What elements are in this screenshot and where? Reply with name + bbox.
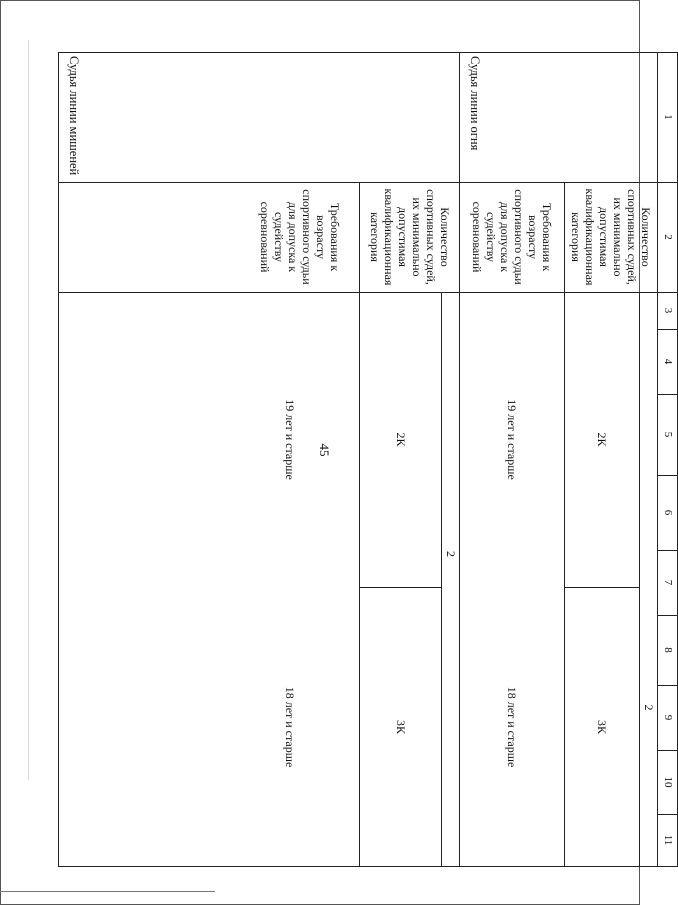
criterion-age-label: Требования к возрасту спортивного судьи для допуска к судейству соревнований: [470, 189, 555, 285]
judge-count: 2: [444, 551, 458, 557]
table-border-left: [58, 52, 678, 53]
col-number-3: 3: [662, 307, 674, 314]
footnote-rule: [0, 891, 215, 892]
col-number-2: 2: [662, 234, 674, 240]
col-number-10: 10: [662, 776, 674, 788]
table-border-bottom: [58, 52, 59, 867]
age-group-a: 19 лет и старше: [505, 399, 520, 480]
col-number-11: 11: [662, 834, 674, 846]
role-fire-line-judge: Судья линии огня: [468, 56, 482, 151]
age-group-b: 18 лет и старше: [283, 686, 297, 768]
col-number-8: 8: [662, 647, 674, 653]
judge-count: 2: [642, 704, 656, 711]
col-number-7: 7: [662, 579, 674, 586]
age-group-a: 19 лет и старше: [283, 399, 297, 480]
margin-guide: [28, 40, 29, 780]
category-group-a: 2К: [595, 432, 610, 447]
requirements-table: [58, 52, 678, 867]
criterion-count-label: Количество спортивных судей, их минимально допустимая квалификационная категория: [368, 188, 452, 286]
table-rotator: [58, 52, 678, 867]
col-number-9: 9: [662, 714, 674, 721]
col-number-4: 4: [662, 358, 674, 365]
role-target-line-judge: Судья линии мишеней: [67, 56, 81, 176]
criterion-count-label: Количество спортивных судей, их минимально допустимая квалификационная категория: [569, 188, 654, 286]
col-number-1: 1: [662, 114, 674, 120]
category-group-b: 3К: [394, 719, 408, 734]
criterion-age-label: Требования к возрасту спортивного судьи для допуска к судейству соревнований: [258, 189, 342, 285]
category-group-b: 3К: [595, 719, 610, 734]
col-number-5: 5: [662, 431, 674, 438]
category-group-a: 2К: [394, 432, 408, 447]
age-group-b: 18 лет и старше: [505, 686, 520, 768]
col-number-6: 6: [662, 509, 674, 516]
page-number: 45: [317, 443, 332, 457]
